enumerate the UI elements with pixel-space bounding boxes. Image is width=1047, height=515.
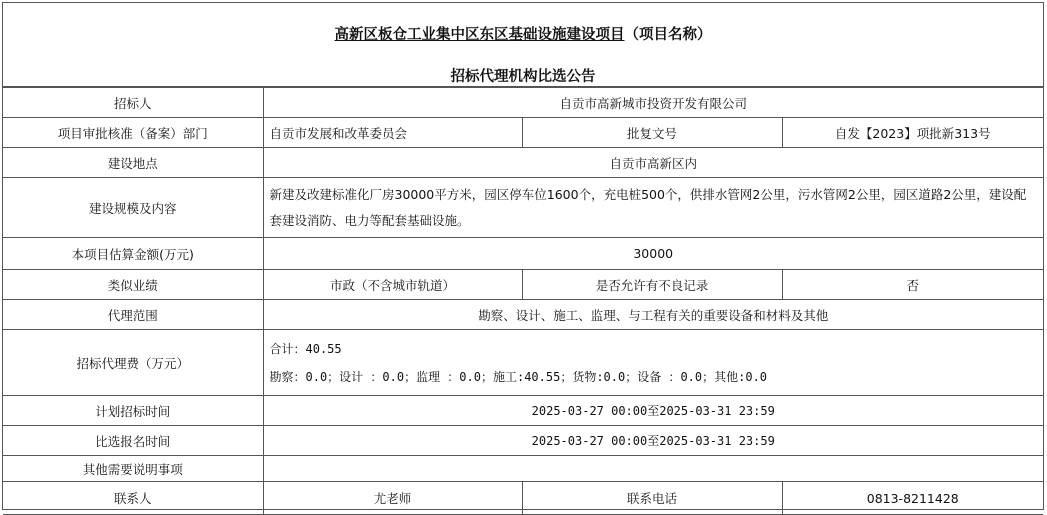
label-signup-time: 比选报名时间 <box>3 426 263 456</box>
value-location: 自贡市高新区内 <box>263 148 1043 178</box>
label-budget: 本项目估算金额(万元) <box>3 238 263 270</box>
value-other <box>263 456 1043 482</box>
label-approval-doc: 批复文号 <box>522 118 782 148</box>
value-signup-time: 2025-03-27 00:00至2025-03-31 23:59 <box>263 426 1043 456</box>
label-location: 建设地点 <box>3 148 263 178</box>
label-scale: 建设规模及内容 <box>3 178 263 238</box>
value-budget: 30000 <box>263 238 1043 270</box>
row-budget <box>3 238 1043 270</box>
announcement-table <box>3 87 1043 515</box>
value-plan-time: 2025-03-27 00:00至2025-03-31 23:59 <box>263 396 1043 426</box>
value-performance: 市政（不含城市轨道） <box>263 270 522 300</box>
fee-total: 合计：40.55 <box>269 341 342 356</box>
label-tenderer: 招标人 <box>3 88 263 118</box>
project-name-suffix: （项目名称） <box>624 27 712 43</box>
label-fee: 招标代理费（万元） <box>3 330 263 396</box>
fee-breakdown: 勘察：0.0；设计 ：0.0；监理 ：0.0；施工:40.55；货物:0.0；设备 ：0.0；其他:0.0 <box>269 369 768 384</box>
value-scope: 勘察、设计、施工、监理、与工程有关的重要设备和材料及其他 <box>263 300 1043 330</box>
label-plan-time: 计划招标时间 <box>3 396 263 426</box>
value-bad-record: 否 <box>782 270 1043 300</box>
document-title <box>3 23 1043 44</box>
value-approval-doc: 自发【2023】项批新313号 <box>782 118 1043 148</box>
value-contact: 尤老师 <box>263 482 522 515</box>
label-other: 其他需要说明事项 <box>3 456 263 482</box>
row-contact <box>3 482 1043 515</box>
value-scale: 新建及改建标准化厂房30000平方米，园区停车位1600个，充电桩500个，供排水管网2公里，污水管网2公里，园区道路2公里，建设配套建设消防、电力等配套基础设施。 <box>263 178 1043 238</box>
row-scope <box>3 300 1043 330</box>
row-fee <box>3 330 1043 396</box>
row-signup-time <box>3 426 1043 456</box>
label-bad-record: 是否允许有不良记录 <box>522 270 782 300</box>
label-scope: 代理范围 <box>3 300 263 330</box>
row-plan-time <box>3 396 1043 426</box>
value-phone: 0813-8211428 <box>782 482 1043 515</box>
row-tenderer <box>3 88 1043 118</box>
row-other <box>3 456 1043 482</box>
project-name: 高新区板仓工业集中区东区基础设施建设项目 <box>334 27 625 43</box>
title-area <box>3 3 1043 87</box>
row-performance <box>3 270 1043 300</box>
row-scale <box>3 178 1043 238</box>
label-performance: 类似业绩 <box>3 270 263 300</box>
announcement-sheet <box>2 2 1044 510</box>
row-location <box>3 148 1043 178</box>
label-contact: 联系人 <box>3 482 263 515</box>
value-tenderer: 自贡市高新城市投资开发有限公司 <box>263 88 1043 118</box>
row-approval <box>3 118 1043 148</box>
label-phone: 联系电话 <box>522 482 782 515</box>
value-approval-dept: 自贡市发展和改革委员会 <box>263 118 522 148</box>
label-approval-dept: 项目审批核准（备案）部门 <box>3 118 263 148</box>
value-fee <box>263 330 1043 396</box>
document-subtitle: 招标代理机构比选公告 <box>450 69 596 85</box>
